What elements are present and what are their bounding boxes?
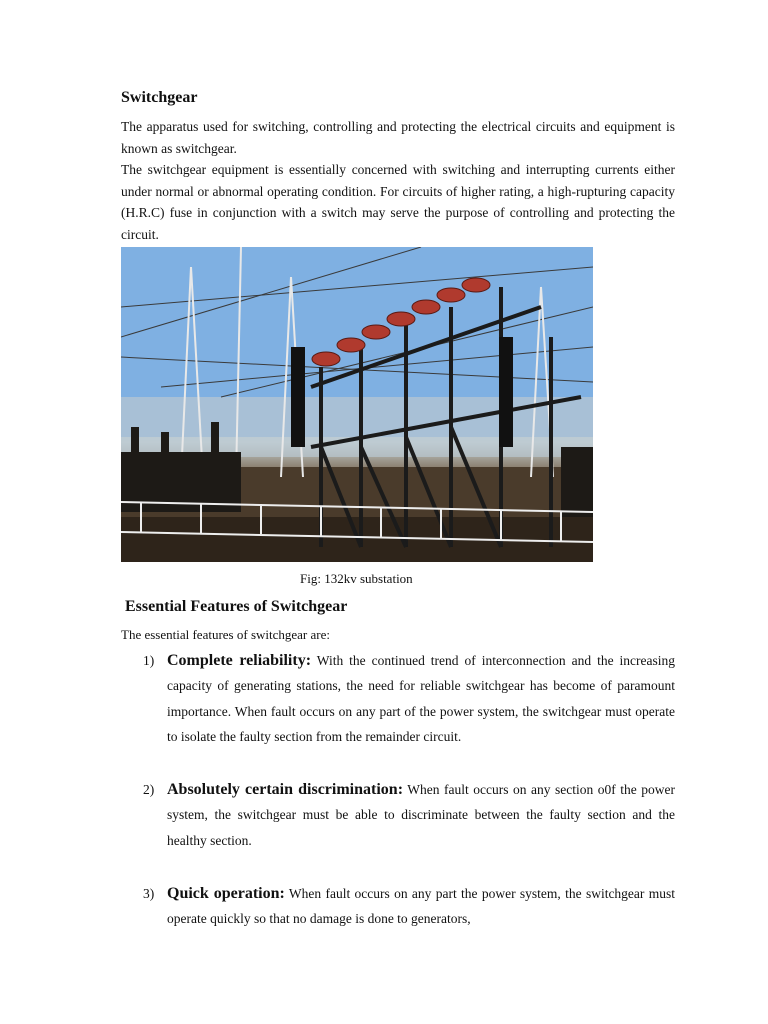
feature-description: When fault occurs on any section o0f the power system, the switchgear must be able to discriminate between the faulty section and the healthy section. <box>167 782 676 848</box>
feature-text <box>167 881 675 932</box>
substation-photo <box>121 247 593 562</box>
feature-description: With the continued trend of interconnection and the increasing capacity of generating stations, the need for reliable switchgear has become of paramount importance. When fault occurs on any part of the power system, the switchgear must operate to isolate the faulty section from the remainder circuit. <box>167 653 676 745</box>
feature-number: 2) <box>143 782 155 797</box>
features-intro: The essential features of switchgear are: <box>121 627 330 642</box>
feature-description: When fault occurs on any part the power system, the switchgear must operate quickly so that no damage is done to generators, <box>167 886 675 927</box>
feature-term: Absolutely certain discrimination: <box>167 781 404 798</box>
figure-caption: Fig: 132kv substation <box>300 571 413 586</box>
feature-text <box>167 648 675 750</box>
feature-number: 1) <box>143 653 155 668</box>
substation-illustration <box>121 247 593 562</box>
paragraph-definition: The apparatus used for switching, controlling and protecting the electrical circuits and equipment is known as switchgear. <box>121 119 675 156</box>
feature-text <box>167 777 675 853</box>
feature-number: 3) <box>143 886 155 901</box>
features-heading: Essential Features of Switchgear <box>125 598 348 615</box>
feature-term: Quick operation: <box>167 885 285 902</box>
paragraph-description: The switchgear equipment is essentially concerned with switching and interrupting currents either under normal or abnormal operating condition. For circuits of higher rating, a high-rupturing capacity (H.R.C) fuse in conjunction with a switch may serve the purpose of controlling and protecting the circuit. <box>121 162 675 242</box>
feature-term: Complete reliability: <box>167 652 312 669</box>
page-title: Switchgear <box>121 89 198 106</box>
